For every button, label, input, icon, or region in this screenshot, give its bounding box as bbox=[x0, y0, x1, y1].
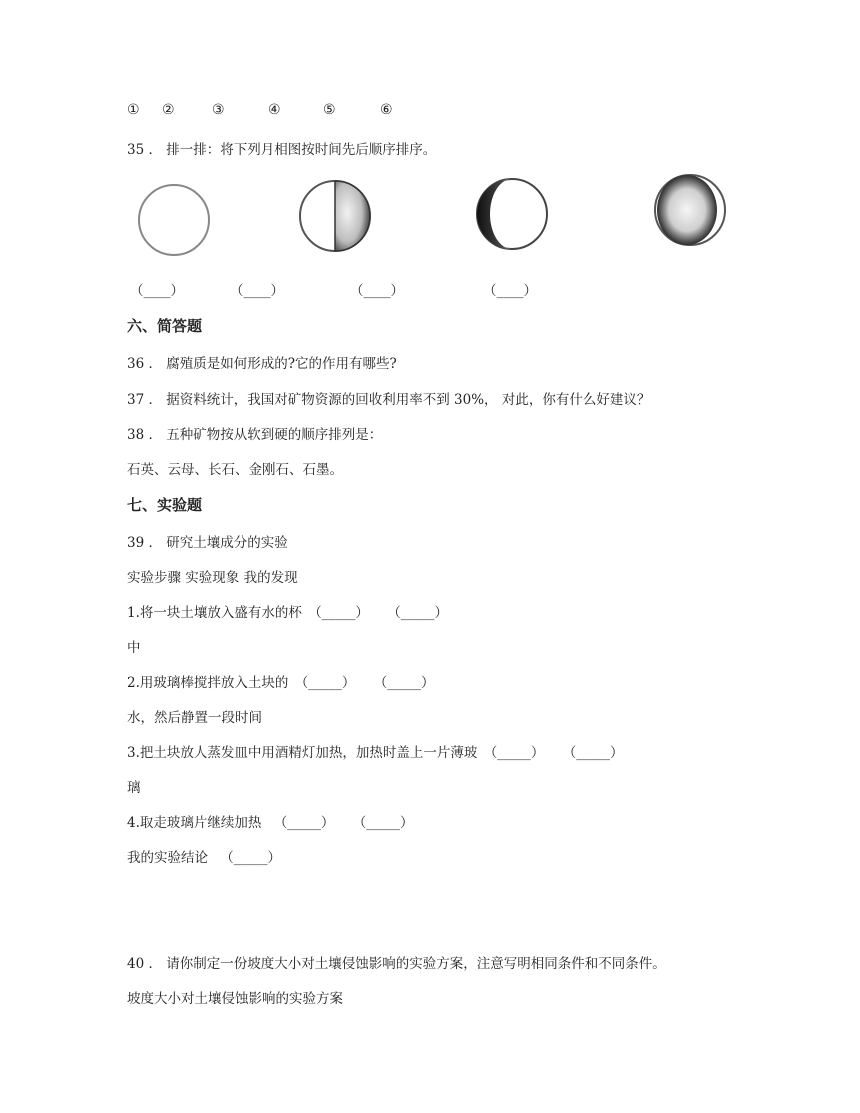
question-38: 38 ． 五种矿物按从软到硬的顺序排列是： bbox=[127, 427, 383, 443]
experiment-step-1 bbox=[127, 601, 448, 621]
experiment-step-2 bbox=[127, 671, 434, 691]
step-text: 2.用玻璃棒搅拌放入土块的 bbox=[127, 675, 289, 691]
answer-blank-moon-2[interactable]: （____） bbox=[230, 283, 284, 299]
answer-blank-finding[interactable]: （_____） bbox=[562, 745, 624, 761]
answer-blank-moon-4[interactable]: （____） bbox=[483, 283, 537, 299]
option-number-4: ④ bbox=[268, 102, 281, 118]
moon-phase-half-icon bbox=[295, 176, 375, 256]
experiment-step-4 bbox=[127, 811, 413, 831]
experiment-step-1-cont: 中 bbox=[127, 640, 141, 656]
conclusion-label: 我的实验结论 bbox=[127, 850, 208, 866]
answer-blank-phenomenon[interactable]: （_____） bbox=[483, 745, 545, 761]
experiment-step-2-cont: 水，然后静置一段时间 bbox=[127, 710, 262, 726]
option-number-5: ⑤ bbox=[323, 102, 336, 118]
section-7-heading: 七、实验题 bbox=[127, 496, 203, 514]
experiment-conclusion bbox=[127, 846, 281, 866]
experiment-step-3-cont: 璃 bbox=[127, 780, 141, 796]
section-6-heading: 六、简答题 bbox=[127, 317, 203, 335]
question-40-subtitle: 坡度大小对土壤侵蚀影响的实验方案 bbox=[127, 991, 343, 1007]
question-37: 37 ． 据资料统计，我国对矿物资源的回收利用率不到 30%， 对此，你有什么好建议？ bbox=[127, 392, 651, 408]
option-number-3: ③ bbox=[212, 102, 225, 118]
answer-blank-finding[interactable]: （_____） bbox=[373, 675, 435, 691]
question-40: 40 ． 请你制定一份坡度大小对土壤侵蚀影响的实验方案，注意写明相同条件和不同条件。 bbox=[127, 956, 666, 972]
answer-blank-finding[interactable]: （_____） bbox=[387, 605, 448, 621]
answer-blank-phenomenon[interactable]: （_____） bbox=[273, 815, 335, 831]
experiment-table-header: 实验步骤 实验现象 我的发现 bbox=[127, 570, 298, 586]
option-number-1: ① bbox=[127, 102, 140, 118]
answer-blank-finding[interactable]: （_____） bbox=[352, 815, 414, 831]
answer-blank-conclusion[interactable]: （_____） bbox=[220, 850, 282, 866]
question-35: 35 ． 排一排：将下列月相图按时间先后顺序排序。 bbox=[127, 142, 437, 158]
experiment-step-3 bbox=[127, 741, 623, 761]
question-38-list: 石英、云母、长石、金刚石、石墨。 bbox=[127, 462, 343, 478]
answer-blank-moon-3[interactable]: （____） bbox=[350, 283, 404, 299]
moon-phase-crescent-icon bbox=[472, 174, 552, 254]
moon-phase-full-icon bbox=[134, 180, 214, 260]
step-text: 4.取走玻璃片继续加热 bbox=[127, 815, 262, 831]
step-text: 1.将一块土壤放入盛有水的杯 bbox=[127, 605, 302, 621]
question-36: 36 ． 腐殖质是如何形成的?它的作用有哪些? bbox=[127, 356, 397, 372]
answer-blank-phenomenon[interactable]: （_____） bbox=[308, 605, 369, 621]
question-39: 39 ． 研究土壤成分的实验 bbox=[127, 535, 288, 551]
step-text: 3.把土块放人蒸发皿中用酒精灯加热，加热时盖上一片薄玻 bbox=[127, 745, 478, 761]
answer-blank-moon-1[interactable]: （____） bbox=[130, 283, 184, 299]
option-number-2: ② bbox=[162, 102, 175, 118]
answer-blank-phenomenon[interactable]: （_____） bbox=[294, 675, 356, 691]
option-number-6: ⑥ bbox=[380, 102, 393, 118]
moon-phase-gibbous-icon bbox=[650, 170, 730, 250]
